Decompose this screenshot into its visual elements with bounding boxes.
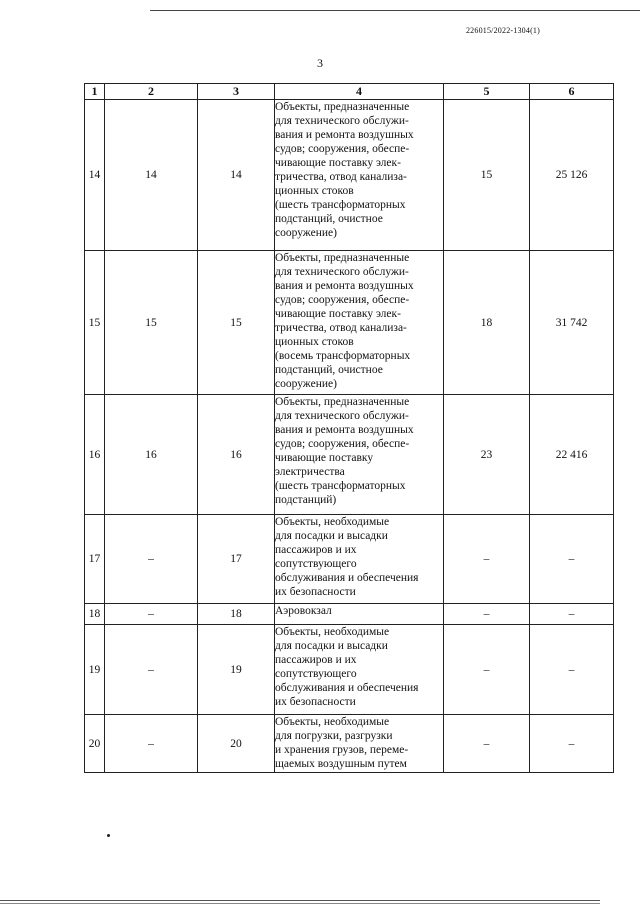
bottom-rule — [0, 903, 600, 904]
description-line: ционных стоков — [275, 336, 354, 348]
cell-col2: – — [105, 625, 198, 715]
cell-col6: – — [530, 604, 614, 625]
cell-col5: 23 — [444, 395, 530, 515]
description-line: сопутствующего — [275, 558, 357, 570]
cell-col3: 14 — [198, 100, 275, 251]
description-line: судов; сооружения, обеспе- — [275, 143, 410, 155]
description-line: Объекты, предназначенные — [275, 396, 410, 408]
objects-table — [84, 83, 614, 773]
description-line: сооружение) — [275, 227, 337, 239]
description-line: обслуживания и обеспечения — [275, 682, 419, 694]
table-header-row — [85, 84, 614, 100]
cell-col6: 22 416 — [530, 395, 614, 515]
description-line: вания и ремонта воздушных — [275, 280, 414, 292]
row-number-cell: 18 — [85, 604, 105, 625]
description-line: для технического обслужи- — [275, 410, 409, 422]
description-line: для технического обслужи- — [275, 115, 409, 127]
description-line: чивающие поставку элек- — [275, 157, 401, 169]
description-line: Объекты, необходимые — [275, 716, 390, 728]
cell-col6: – — [530, 625, 614, 715]
description-line: Объекты, предназначенные — [275, 252, 410, 264]
description-line: судов; сооружения, обеспе- — [275, 438, 410, 450]
description-line: сооружение) — [275, 378, 337, 390]
cell-col3: 18 — [198, 604, 275, 625]
description-line: и хранения грузов, переме- — [275, 744, 409, 756]
description-cell — [275, 251, 444, 395]
description-line: Объекты, необходимые — [275, 626, 390, 638]
description-line: электричества — [275, 466, 345, 478]
description-line: (шесть трансформаторных — [275, 480, 406, 492]
row-number-cell: 15 — [85, 251, 105, 395]
cell-col3: 19 — [198, 625, 275, 715]
description-line: тричества, отвод канализа- — [275, 171, 407, 183]
table-row — [85, 251, 614, 395]
cell-col6: – — [530, 715, 614, 773]
description-line: судов; сооружения, обеспе- — [275, 294, 410, 306]
description-line: вания и ремонта воздушных — [275, 129, 414, 141]
document-id: 226015/2022-1304(1) — [465, 26, 540, 35]
top-rule — [150, 10, 640, 11]
cell-col5: – — [444, 604, 530, 625]
table-row — [85, 515, 614, 604]
description-line: (восемь трансформаторных — [275, 350, 411, 362]
row-number-cell: 19 — [85, 625, 105, 715]
cell-col6: 31 742 — [530, 251, 614, 395]
cell-col2: – — [105, 604, 198, 625]
description-line: для посадки и высадки — [275, 530, 388, 542]
description-line: обслуживания и обеспечения — [275, 572, 419, 584]
description-line: чивающие поставку элек- — [275, 308, 401, 320]
cell-col6: – — [530, 515, 614, 604]
column-header: 3 — [198, 84, 275, 100]
table-row — [85, 100, 614, 251]
description-line: для технического обслужи- — [275, 266, 409, 278]
description-cell — [275, 604, 444, 625]
stray-mark — [107, 834, 110, 837]
column-header: 2 — [105, 84, 198, 100]
cell-col2: – — [105, 715, 198, 773]
bottom-rule — [0, 900, 600, 901]
cell-col5: 15 — [444, 100, 530, 251]
description-line: их безопасности — [275, 586, 356, 598]
cell-col3: 16 — [198, 395, 275, 515]
description-cell — [275, 515, 444, 604]
cell-col6: 25 126 — [530, 100, 614, 251]
description-line: чивающие поставку — [275, 452, 374, 464]
cell-col2: 14 — [105, 100, 198, 251]
description-line: (шесть трансформаторных — [275, 199, 406, 211]
cell-col3: 17 — [198, 515, 275, 604]
description-line: для погрузки, разгрузки — [275, 730, 393, 742]
row-number-cell: 17 — [85, 515, 105, 604]
description-line: ционных стоков — [275, 185, 354, 197]
column-header: 4 — [275, 84, 444, 100]
table-row — [85, 395, 614, 515]
description-line: подстанций, очистное — [275, 364, 383, 376]
description-line: сопутствующего — [275, 668, 357, 680]
cell-col5: 18 — [444, 251, 530, 395]
row-number-cell: 16 — [85, 395, 105, 515]
cell-col5: – — [444, 625, 530, 715]
cell-col3: 20 — [198, 715, 275, 773]
description-line: пассажиров и их — [275, 544, 357, 556]
description-line: Объекты, необходимые — [275, 516, 390, 528]
table-row — [85, 625, 614, 715]
description-line: щаемых воздушным путем — [275, 758, 407, 770]
cell-col2: 15 — [105, 251, 198, 395]
description-cell — [275, 625, 444, 715]
description-cell — [275, 395, 444, 515]
description-line: их безопасности — [275, 696, 356, 708]
page-number: 3 — [317, 56, 323, 70]
column-header: 6 — [530, 84, 614, 100]
cell-col2: – — [105, 515, 198, 604]
column-header: 5 — [444, 84, 530, 100]
column-header: 1 — [85, 84, 105, 100]
cell-col3: 15 — [198, 251, 275, 395]
description-line: Аэровокзал — [275, 605, 332, 617]
cell-col5: – — [444, 515, 530, 604]
table-row — [85, 604, 614, 625]
row-number-cell: 14 — [85, 100, 105, 251]
cell-col2: 16 — [105, 395, 198, 515]
description-line: тричества, отвод канализа- — [275, 322, 407, 334]
row-number-cell: 20 — [85, 715, 105, 773]
description-line: пассажиров и их — [275, 654, 357, 666]
description-line: Объекты, предназначенные — [275, 101, 410, 113]
description-line: подстанций) — [275, 494, 337, 506]
description-cell — [275, 715, 444, 773]
description-line: подстанций, очистное — [275, 213, 383, 225]
cell-col5: – — [444, 715, 530, 773]
description-cell — [275, 100, 444, 251]
table-row — [85, 715, 614, 773]
description-line: вания и ремонта воздушных — [275, 424, 414, 436]
description-line: для посадки и высадки — [275, 640, 388, 652]
